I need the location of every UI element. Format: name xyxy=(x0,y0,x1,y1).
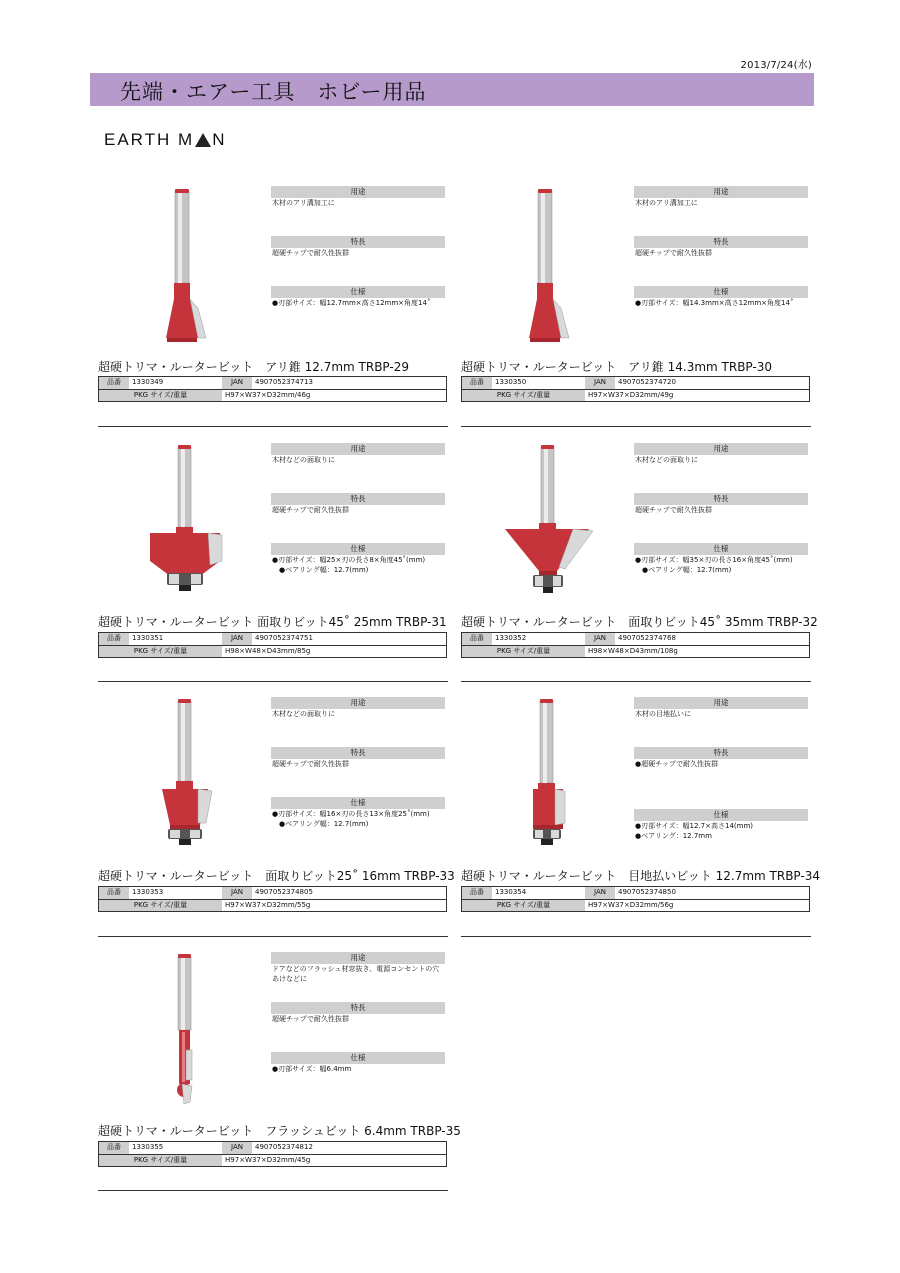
part-number: 1330350 xyxy=(495,378,527,386)
router-bit-image xyxy=(98,186,268,346)
category-title-bar xyxy=(90,73,814,106)
pkg-size: H97×W37×D32mm/45g xyxy=(225,1156,311,1164)
feature-heading: 特長 xyxy=(271,747,445,759)
product-title: 超硬トリマ・ルータービット アリ錐 14.3mm TRBP-30 xyxy=(461,360,773,374)
feature-heading: 特長 xyxy=(634,493,808,505)
product-info-table: 品番 1330354 JAN 4907052374850 PKG サイズ/重量 H97×W37×D32mm/56g xyxy=(461,886,810,912)
divider xyxy=(98,426,448,427)
pkg-size: H98×W48×D43mm/108g xyxy=(588,647,678,655)
pkg-size: H97×W37×D32mm/56g xyxy=(588,901,674,909)
product-title: 超硬トリマ・ルータービット フラッシュビット 6.4mm TRBP-35 xyxy=(98,1124,461,1138)
feature-text: 超硬チップで耐久性抜群 xyxy=(272,1015,349,1023)
use-heading: 用途 xyxy=(271,186,445,198)
jan-code: 4907052374720 xyxy=(618,378,676,386)
spec-heading: 仕様 xyxy=(271,797,445,809)
divider xyxy=(98,681,448,682)
jan-code: 4907052374805 xyxy=(255,888,313,896)
jan-code: 4907052374713 xyxy=(255,378,313,386)
feature-text: 超硬チップで耐久性抜群 xyxy=(272,249,349,257)
use-heading: 用途 xyxy=(271,697,445,709)
spec-heading: 仕様 xyxy=(271,286,445,298)
spec-text: ●刃部サイズ：幅14.3mm×高さ12mm×角度14˚ xyxy=(635,299,794,307)
spec-heading: 仕様 xyxy=(271,543,445,555)
product-title: 超硬トリマ・ルータービット 面取りビット25˚ 16mm TRBP-33 xyxy=(98,869,455,883)
feature-heading: 特長 xyxy=(634,747,808,759)
part-number: 1330355 xyxy=(132,1143,164,1151)
part-number: 1330354 xyxy=(495,888,527,896)
feature-text: 超硬チップで耐久性抜群 xyxy=(635,249,712,257)
spec-text: ●刃部サイズ：幅35×刃の長さ16×角度45˚(mm) ●ベアリング幅：12.7(mm) xyxy=(635,556,793,574)
use-heading: 用途 xyxy=(634,186,808,198)
product-title: 超硬トリマ・ルータービット 目地払いビット 12.7mm TRBP-34 xyxy=(461,869,821,883)
router-bit-image xyxy=(98,443,268,603)
feature-heading: 特長 xyxy=(271,236,445,248)
use-text: 木材の目地払いに xyxy=(635,710,691,718)
router-bit-image xyxy=(461,186,631,346)
part-number: 1330351 xyxy=(132,634,164,642)
product-info-table: 品番 1330352 JAN 4907052374768 PKG サイズ/重量 H98×W48×D43mm/108g xyxy=(461,632,810,658)
use-text: 木材などの面取りに xyxy=(635,456,698,464)
router-bit-image xyxy=(98,697,268,857)
spec-text: ●刃部サイズ：幅16×刃の長さ13×角度25˚(mm) ●ベアリング幅：12.7(mm) xyxy=(272,810,430,828)
logo-triangle-icon xyxy=(195,133,211,147)
product-title: 超硬トリマ・ルータービット 面取りビット45˚ 25mm TRBP-31 xyxy=(98,615,447,629)
pkg-size: H97×W37×D32mm/46g xyxy=(225,391,311,399)
spec-text: ●刃部サイズ：幅6.4mm xyxy=(272,1065,352,1073)
spec-heading: 仕様 xyxy=(634,809,808,821)
spec-heading: 仕様 xyxy=(634,286,808,298)
divider xyxy=(461,681,811,682)
spec-text: ●刃部サイズ：幅25×刃の長さ8×角度45˚(mm) ●ベアリング幅：12.7(mm) xyxy=(272,556,426,574)
category-title: 先端・エアー工具 ホビー用品 xyxy=(120,80,427,104)
feature-text: 超硬チップで耐久性抜群 xyxy=(272,506,349,514)
product-info-table: 品番 1330349 JAN 4907052374713 PKG サイズ/重量 H97×W37×D32mm/46g xyxy=(98,376,447,402)
divider xyxy=(461,936,811,937)
spec-heading: 仕様 xyxy=(634,543,808,555)
use-text: 木材のアリ溝加工に xyxy=(272,199,335,207)
jan-code: 4907052374768 xyxy=(618,634,676,642)
feature-heading: 特長 xyxy=(634,236,808,248)
print-date: 2013/7/24(水) xyxy=(740,60,812,71)
use-text: ドアなどのフラッシュ材窓抜き、電源コンセントの穴あけなどに xyxy=(272,965,440,983)
product-title: 超硬トリマ・ルータービット 面取りビット45˚ 35mm TRBP-32 xyxy=(461,615,818,629)
use-text: 木材などの面取りに xyxy=(272,710,335,718)
router-bit-image xyxy=(98,952,268,1112)
spec-heading: 仕様 xyxy=(271,1052,445,1064)
use-heading: 用途 xyxy=(271,952,445,964)
use-text: 木材などの面取りに xyxy=(272,456,335,464)
divider xyxy=(98,1190,448,1191)
use-heading: 用途 xyxy=(634,443,808,455)
part-number: 1330353 xyxy=(132,888,164,896)
jan-code: 4907052374850 xyxy=(618,888,676,896)
use-heading: 用途 xyxy=(634,697,808,709)
router-bit-image xyxy=(461,697,631,857)
product-info-table: 品番 1330355 JAN 4907052374812 PKG サイズ/重量 H97×W37×D32mm/45g xyxy=(98,1141,447,1167)
part-number: 1330349 xyxy=(132,378,164,386)
product-info-table: 品番 1330350 JAN 4907052374720 PKG サイズ/重量 H97×W37×D32mm/49g xyxy=(461,376,810,402)
brand-logo: EARTH M N xyxy=(104,130,227,149)
feature-heading: 特長 xyxy=(271,1002,445,1014)
use-text: 木材のアリ溝加工に xyxy=(635,199,698,207)
jan-code: 4907052374751 xyxy=(255,634,313,642)
product-info-table: 品番 1330351 JAN 4907052374751 PKG サイズ/重量 H98×W48×D43mm/85g xyxy=(98,632,447,658)
spec-text: ●刃部サイズ：幅12.7mm×高さ12mm×角度14˚ xyxy=(272,299,431,307)
product-info-table: 品番 1330353 JAN 4907052374805 PKG サイズ/重量 H97×W37×D32mm/55g xyxy=(98,886,447,912)
product-title: 超硬トリマ・ルータービット アリ錐 12.7mm TRBP-29 xyxy=(98,360,410,374)
feature-text: 超硬チップで耐久性抜群 xyxy=(272,760,349,768)
pkg-size: H98×W48×D43mm/85g xyxy=(225,647,311,655)
divider xyxy=(461,426,811,427)
feature-heading: 特長 xyxy=(271,493,445,505)
pkg-size: H97×W37×D32mm/49g xyxy=(588,391,674,399)
jan-code: 4907052374812 xyxy=(255,1143,313,1151)
feature-text: 超硬チップで耐久性抜群 xyxy=(635,506,712,514)
feature-text: ●超硬チップで耐久性抜群 xyxy=(635,760,719,768)
use-heading: 用途 xyxy=(271,443,445,455)
part-number: 1330352 xyxy=(495,634,527,642)
pkg-size: H97×W37×D32mm/55g xyxy=(225,901,311,909)
router-bit-image xyxy=(461,443,631,603)
divider xyxy=(98,936,448,937)
spec-text: ●刃部サイズ：幅12.7×高さ14(mm) ●ベアリング：12.7mm xyxy=(635,822,754,840)
